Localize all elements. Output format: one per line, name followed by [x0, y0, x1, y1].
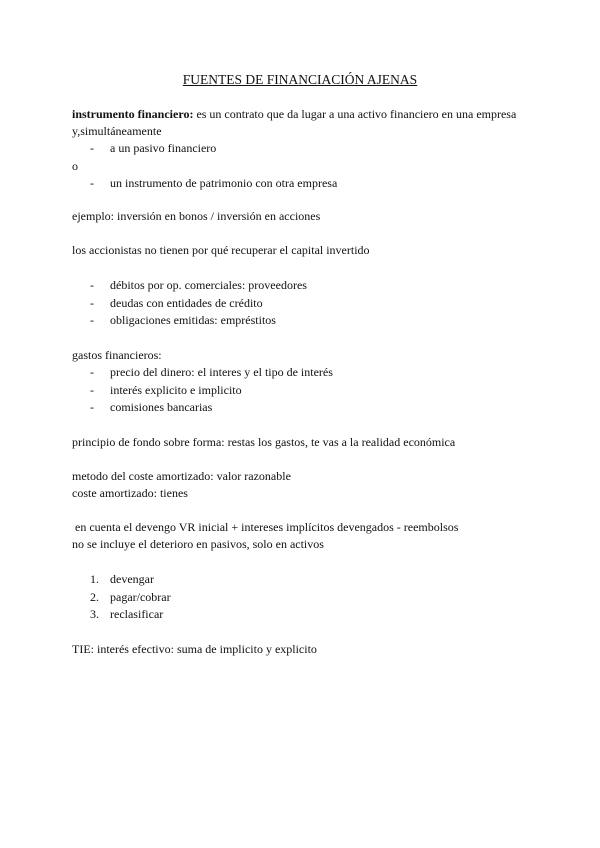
step-label: pagar/cobrar [110, 589, 171, 604]
step-label: devengar [110, 572, 154, 586]
accrual-line-2: no se incluye el deterioro en pasivos, solo en activos [72, 537, 324, 551]
step-number: 2. [90, 589, 99, 604]
list-item [72, 589, 532, 607]
list-item: - un instrumento de patrimonio con otra empresa [72, 175, 532, 193]
definition-connector: o [72, 158, 78, 173]
step-number: 1. [90, 572, 99, 586]
step-label: reclasificar [110, 607, 164, 621]
steps-list [72, 571, 532, 624]
definition-term: instrumento financiero: [72, 107, 194, 121]
definition-list-b [72, 175, 532, 193]
accrual-line-1: en cuenta el devengo VR inicial + intereses implícitos devengados - reembolsos [72, 520, 459, 534]
principle-line: principio de fondo sobre forma: restas los gastos, te vas a la realidad económica [72, 435, 456, 449]
definition-block [72, 106, 532, 192]
list-item: - obligaciones emitidas: empréstitos [72, 312, 532, 330]
list-item: - comisiones bancarias [72, 399, 532, 417]
list-item [72, 606, 532, 624]
list-item [72, 571, 532, 589]
expenses-list [72, 364, 532, 417]
liabilities-list [72, 277, 532, 330]
list-item: - a un pasivo financiero [72, 140, 532, 158]
list-item: - débitos por op. comerciales: proveedores [72, 277, 532, 295]
definition-paragraph [72, 106, 532, 140]
example-line: ejemplo: inversión en bonos / inversión en acciones [72, 209, 321, 223]
tie-line: TIE: interés efectivo: suma de implicito y explicito [72, 642, 317, 656]
accrual-block [72, 519, 552, 553]
method-line-1: metodo del coste amortizado: valor razonable [72, 469, 291, 483]
definition-list-a [72, 140, 532, 158]
list-item: - precio del dinero: el interes y el tipo de interés [72, 364, 532, 382]
step-number: 3. [90, 607, 99, 621]
expenses-heading: gastos financieros: [72, 348, 162, 362]
method-block [72, 468, 532, 502]
page-title: FUENTES DE FINANCIACIÓN AJENAS [182, 72, 418, 87]
list-item: - interés explicito e implicito [72, 382, 532, 400]
list-item: - deudas con entidades de crédito [72, 295, 532, 313]
method-line-2: coste amortizado: tienes [72, 486, 188, 500]
shareholders-line: los accionistas no tienen por qué recuperar el capital invertido [72, 243, 370, 257]
definition-text: es un contrato que da lugar a una activo financiero en una empresa y,simultáneamente [72, 107, 517, 138]
expenses-block [72, 347, 532, 417]
